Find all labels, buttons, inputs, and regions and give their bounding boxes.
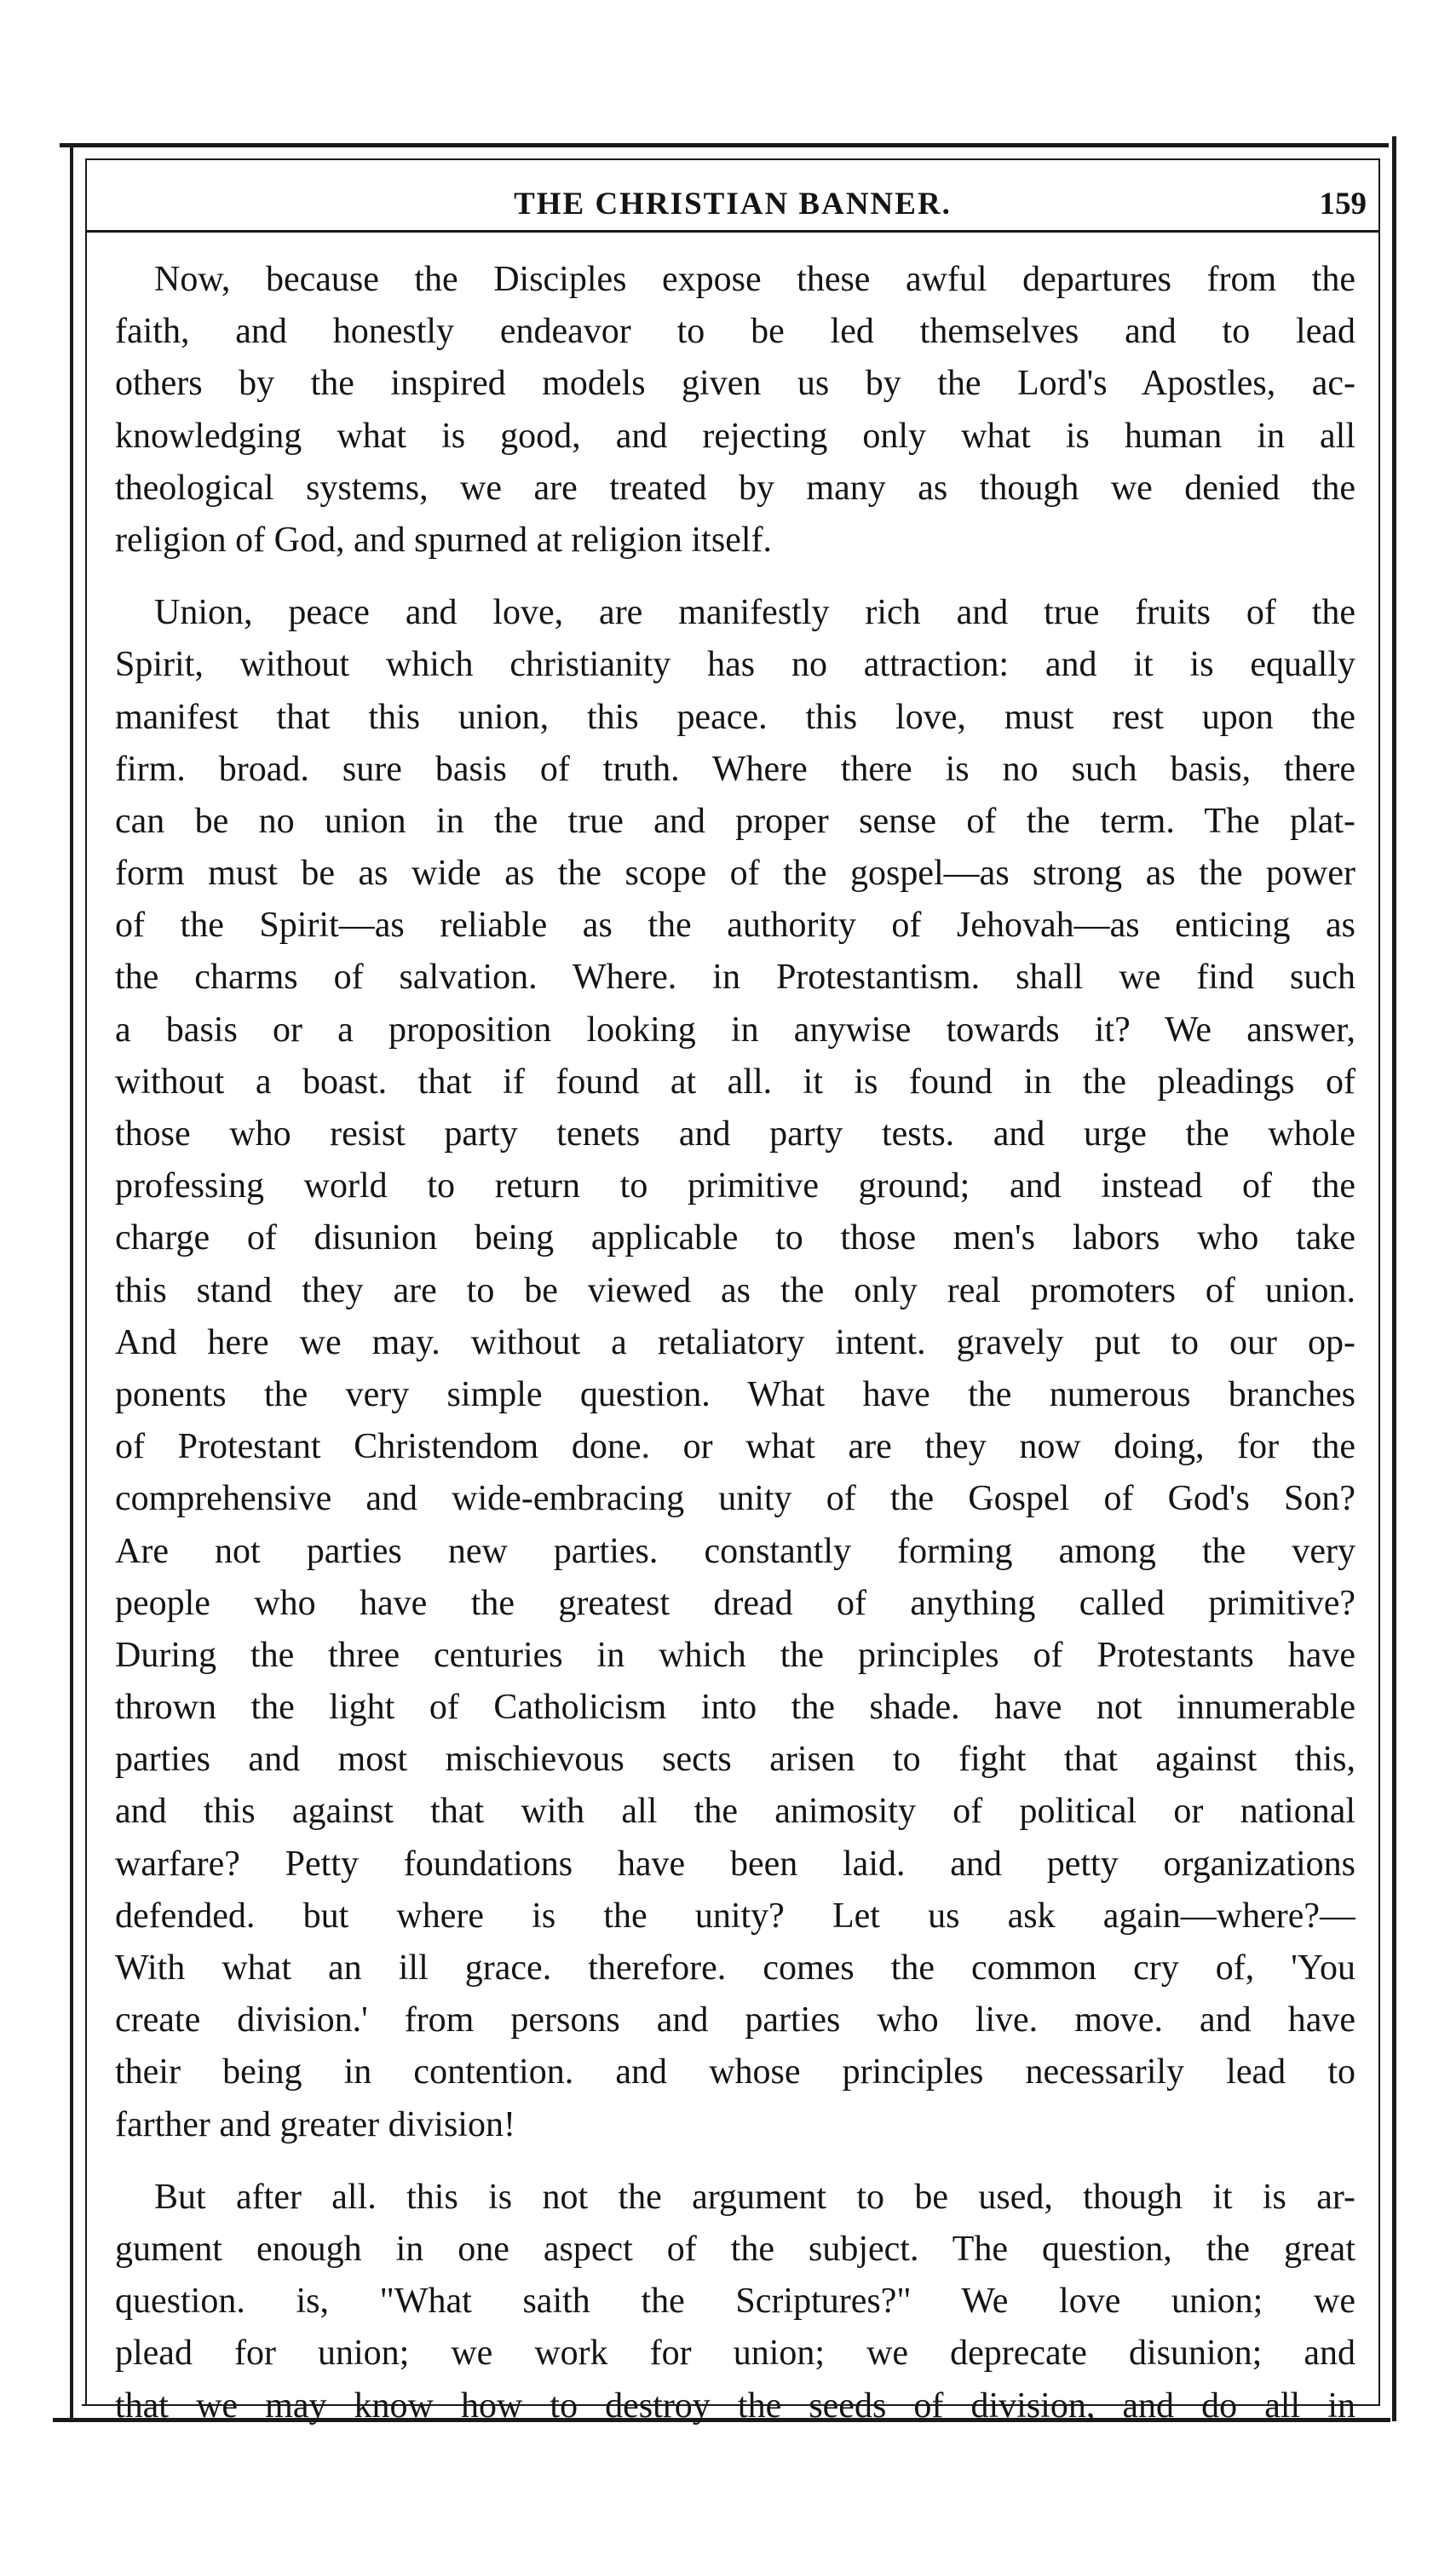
text-line: of Protestant Christendom done. or what are they now doing, for the [115, 1427, 1355, 1467]
right-border-outer-rule [1392, 136, 1396, 2421]
text-line: that we may know how to destroy the seeds of division, and do all in [115, 2385, 1355, 2426]
text-line: a basis or a proposition looking in anywise towards it? We answer, [115, 1010, 1355, 1050]
header-rule [87, 230, 1378, 233]
text-line: manifest that this union, this peace. this love, must rest upon the [115, 697, 1355, 737]
paragraph-3 [115, 2172, 1355, 2432]
text-line: plead for union; we work for union; we deprecate disunion; and [115, 2334, 1355, 2374]
text-line: theological systems, we are treated by many as though we denied the [115, 468, 1355, 508]
text-line: With what an ill grace. therefore. comes the common cry of, 'You [115, 1948, 1355, 1988]
text-line: form must be as wide as the scope of the gospel—as strong as the power [115, 854, 1355, 894]
top-border-outer-rule [60, 143, 1389, 147]
paragraph-2 [115, 587, 1355, 2151]
text-line: charge of disunion being applicable to those men's labors who take [115, 1218, 1355, 1258]
text-line: comprehensive and wide-embracing unity of the Gospel of God's Son? [115, 1479, 1355, 1519]
text-line: During the three centuries in which the principles of Protestants have [115, 1635, 1355, 1675]
text-line: But after all. this is not the argument to be used, though it is ar- [154, 2177, 1355, 2217]
running-title: THE CHRISTIAN BANNER. [514, 187, 952, 222]
text-line: Now, because the Disciples expose these awful departures from the [154, 260, 1355, 299]
text-line: religion of God, and spurned at religion itself. [115, 520, 772, 560]
text-line: those who resist party tenets and party tests. and urge the whole [115, 1114, 1355, 1154]
right-border-inner-rule [1378, 158, 1380, 2406]
text-line: parties and most mischievous sects arisen to fight that against this, [115, 1740, 1355, 1780]
paragraph-1 [115, 254, 1355, 567]
left-border-outer-rule [70, 145, 73, 2420]
text-line: knowledging what is good, and rejecting only what is human in all [115, 416, 1355, 456]
text-line: people who have the greatest dread of anything called primitive? [115, 1583, 1355, 1623]
running-head [87, 181, 1378, 228]
body-text [115, 254, 1355, 2432]
text-line: ponents the very simple question. What have the numerous branches [115, 1374, 1355, 1414]
text-line: can be no union in the true and proper sense of the term. The plat- [115, 801, 1355, 841]
text-line: question. is, "What saith the Scriptures?" We love union; we [115, 2282, 1355, 2322]
text-line: without a boast. that if found at all. it is found in the pleadings of [115, 1062, 1355, 1102]
text-line: others by the inspired models given us by the Lord's Apostles, ac- [115, 364, 1355, 404]
text-line: the charms of salvation. Where. in Protestantism. shall we find such [115, 958, 1355, 998]
text-line: Union, peace and love, are manifestly rich and true fruits of the [154, 593, 1355, 633]
text-line: defended. but where is the unity? Let us ask again—where?— [115, 1896, 1355, 1936]
text-line: And here we may. without a retaliatory intent. gravely put to our op- [115, 1322, 1355, 1362]
text-line: create division.' from persons and parties who live. move. and have [115, 2000, 1355, 2040]
text-line: professing world to return to primitive ground; and instead of the [115, 1166, 1355, 1206]
text-line: and this against that with all the animosity of political or national [115, 1792, 1355, 1832]
text-line: farther and greater division! [115, 2104, 515, 2144]
text-line: this stand they are to be viewed as the only real promoters of union. [115, 1270, 1355, 1310]
text-line: Are not parties new parties. constantly forming among the very [115, 1531, 1355, 1571]
text-line: faith, and honestly endeavor to be led themselves and to lead [115, 312, 1355, 352]
text-line: Spirit, without which christianity has no attraction: and it is equally [115, 645, 1355, 685]
left-border-inner-rule [85, 158, 87, 2406]
text-line: gument enough in one aspect of the subject. The question, the great [115, 2229, 1355, 2269]
text-line: firm. broad. sure basis of truth. Where there is no such basis, there [115, 749, 1355, 789]
page-number: 159 [1319, 187, 1367, 222]
top-border-inner-rule [85, 158, 1380, 160]
text-line: thrown the light of Catholicism into the shade. have not innumerable [115, 1688, 1355, 1728]
text-line: of the Spirit—as reliable as the authority of Jehovah—as enticing as [115, 906, 1355, 946]
text-line: warfare? Petty foundations have been laid. and petty organizations [115, 1844, 1355, 1884]
text-line: their being in contention. and whose principles necessarily lead to [115, 2052, 1355, 2092]
